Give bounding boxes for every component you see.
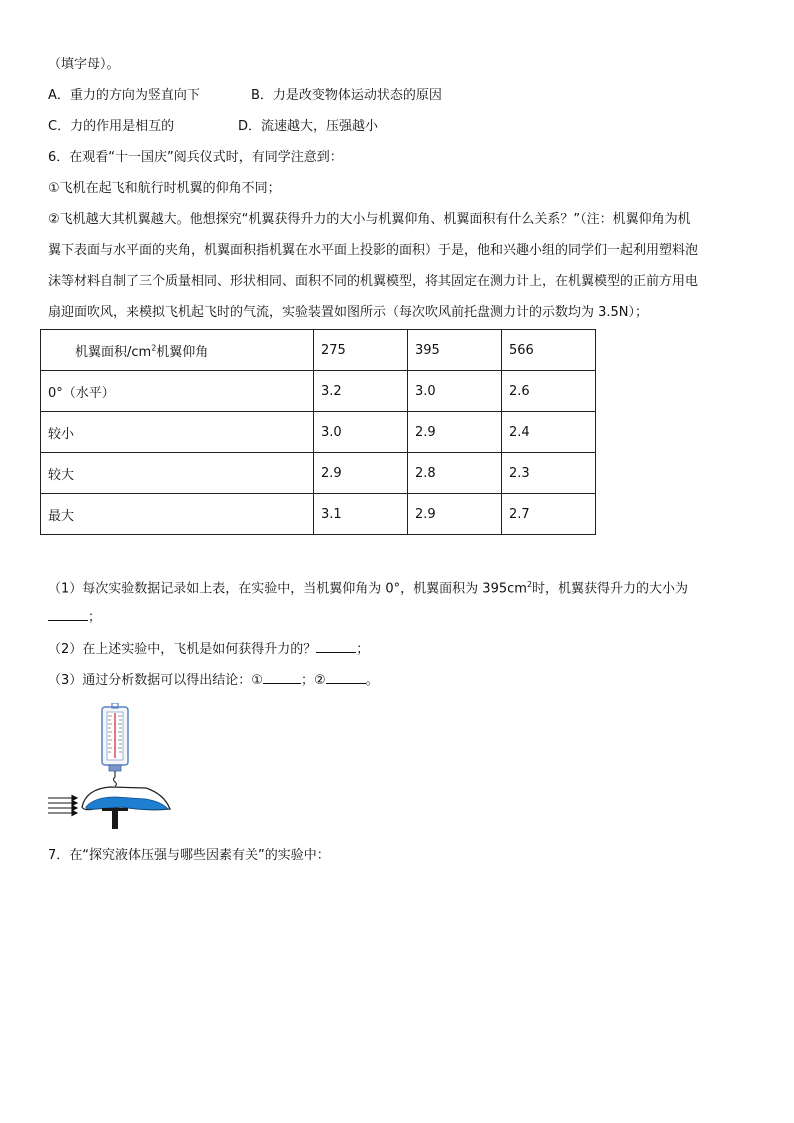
option-c: C．力的作用是相互的 — [48, 119, 175, 134]
table-row — [41, 371, 596, 412]
paragraph-line-4: 扇迎面吹风，来模拟飞机起飞时的气流，实验装置如图所示（每次吹风前托盘测力计的示数均为 3.5N）； — [48, 305, 649, 320]
sub-question-3: （3）通过分析数据可以得出结论：① ；② 。 — [48, 669, 379, 690]
answer-blank[interactable] — [263, 669, 301, 684]
row-label: 最大 — [41, 494, 314, 535]
table-cell: 3.1 — [314, 494, 408, 535]
table-cell: 2.4 — [502, 412, 596, 453]
row-label: 较大 — [41, 453, 314, 494]
question-7-stem: 7．在“探究液体压强与哪些因素有关”的实验中： — [48, 848, 330, 863]
table-cell: 2.3 — [502, 453, 596, 494]
answer-blank[interactable] — [326, 669, 366, 684]
sub-question-1: （1）每次实验数据记录如上表，在实验中，当机翼仰角为 0°，机翼面积为 $395cm^2$时，机翼获得升力的大小为 — [48, 580, 689, 597]
row-label: 0°（水平） — [41, 371, 314, 412]
sub-question-1-answer: ； — [48, 606, 101, 627]
table-header-row — [41, 330, 596, 371]
row-label: 较小 — [41, 412, 314, 453]
spring-scale-icon — [102, 703, 128, 786]
wind-arrows-icon — [48, 796, 77, 816]
paragraph-line-2: 翼下表面与水平面的夹角，机翼面积指机翼在水平面上投影的面积）于是，他和兴趣小组的同学们一起利用塑料泡 — [48, 243, 699, 258]
option-d: D．流速越大，压强越小 — [238, 119, 379, 134]
table-cell: 2.8 — [408, 453, 502, 494]
experiment-apparatus-figure — [46, 703, 176, 831]
wing-model-icon — [82, 787, 170, 829]
table-header-label: 机翼面积$/cm^2$机翼仰角 — [41, 330, 314, 371]
table-cell: 3.0 — [314, 412, 408, 453]
intro-tail: （填字母）。 — [48, 57, 120, 72]
table-cell: 2.9 — [314, 453, 408, 494]
table-cell: 2.6 — [502, 371, 596, 412]
table-cell: 3.2 — [314, 371, 408, 412]
table-row — [41, 494, 596, 535]
paragraph-line-3: 沫等材料自制了三个质量相同、形状相同、面积不同的机翼模型，将其固定在测力计上，在机翼模型的正前方用电 — [48, 274, 699, 289]
answer-blank[interactable] — [48, 606, 88, 621]
observation-1: ①飞机在起飞和航行时机翼的仰角不同； — [48, 181, 281, 196]
table-cell: 2.7 — [502, 494, 596, 535]
option-a: A．重力的方向为竖直向下 — [48, 88, 200, 103]
table-cell: 2.9 — [408, 494, 502, 535]
data-table — [40, 329, 596, 535]
table-cell: 2.9 — [408, 412, 502, 453]
table-cell: 3.0 — [408, 371, 502, 412]
table-header-cell: 395 — [408, 330, 502, 371]
table-header-cell: 566 — [502, 330, 596, 371]
paragraph-line-1: ②飞机越大其机翼越大。他想探究“机翼获得升力的大小与机翼仰角、机翼面积有什么关系？”（注：机翼仰角为机 — [48, 212, 691, 227]
answer-blank[interactable] — [316, 638, 356, 653]
sub-question-2: （2）在上述实验中，飞机是如何获得升力的？ ； — [48, 638, 369, 659]
table-row — [41, 412, 596, 453]
option-b: B．力是改变物体运动状态的原因 — [251, 88, 442, 103]
question-6-stem: 6．在观看“十一国庆”阅兵仪式时，有同学注意到： — [48, 150, 343, 165]
table-header-cell: 275 — [314, 330, 408, 371]
table-row — [41, 453, 596, 494]
